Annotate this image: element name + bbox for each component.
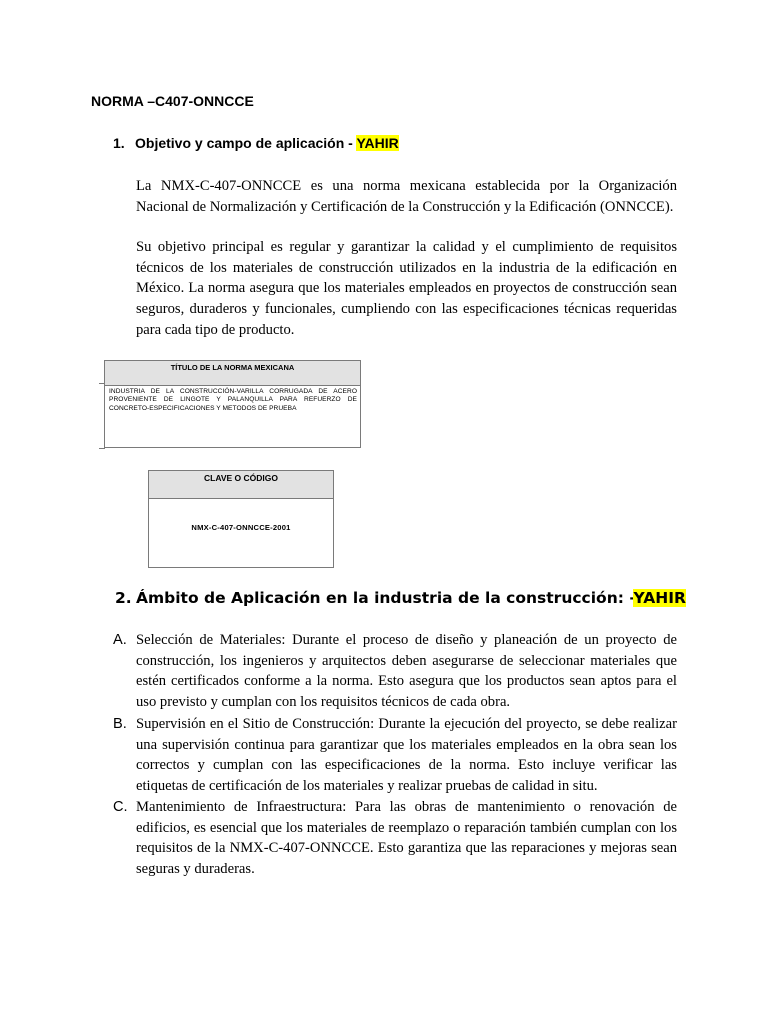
list-item-text: Selección de Materiales: Durante el proceso de diseño y planeación de un proyecto de construcción, los ingenieros y arquitectos deben asegurarse de seleccionar materiales que estén certificados conforme a la norma. Esto asegura que los productos sean aptos para el uso previsto y cumplan con los requisitos técnicos de cada obra. bbox=[136, 632, 677, 711]
section-1-number: 1. bbox=[113, 135, 125, 151]
section-2-heading bbox=[115, 589, 686, 607]
section-2-heading-text: Ámbito de Aplicación en la industria de la construcción: - bbox=[136, 589, 634, 607]
section-2-number: 2. bbox=[115, 589, 132, 607]
list-item bbox=[113, 714, 677, 797]
list-item-text: Mantenimiento de Infraestructura: Para las obras de mantenimiento o renovación de edificios, es esencial que los materiales de reemplazo o reparación también cumplan con los requisitos de la NMX-C-407-ONNCCE. Esto garantiza que las reparaciones y mejoras sean seguras y duraderas. bbox=[136, 799, 677, 878]
norma-code-table-header: CLAVE O CÓDIGO bbox=[149, 471, 333, 499]
norma-title-table-value: INDUSTRIA DE LA CONSTRUCCIÓN-VARILLA CORRUGADA DE ACERO PROVENIENTE DE LINGOTE Y PALANQUILLA PARA REFUERZO DE CONCRETO-ESPECIFICACIONES Y METODOS DE PRUEBA bbox=[109, 388, 357, 412]
norma-code-table bbox=[148, 470, 334, 568]
list-item bbox=[113, 797, 677, 880]
norma-title-table bbox=[104, 360, 361, 448]
section-1-paragraph-1: La NMX-C-407-ONNCCE es una norma mexicana establecida por la Organización Nacional de Normalización y Certificación de la Construcción y la Edificación (ONNCCE). bbox=[136, 178, 677, 215]
table-rule bbox=[99, 448, 105, 449]
section-2-assignee-highlight: YAHIR bbox=[633, 589, 686, 607]
section-1-heading bbox=[113, 135, 399, 151]
section-1-heading-text: Objetivo y campo de aplicación - bbox=[135, 135, 357, 151]
list-item bbox=[113, 630, 677, 713]
section-1-paragraph-2: Su objetivo principal es regular y garantizar la calidad y el cumplimiento de requisitos técnicos de los materiales de construcción utilizados en la industria de la edificación en México. La norma asegura que los materiales empleados en proyectos de construcción sean seguros, duraderos y funcionales, cumpliendo con las especificaciones técnicas requeridas para cada tipo de producto. bbox=[136, 239, 677, 338]
list-item-text: Supervisión en el Sitio de Construcción: Durante la ejecución del proyecto, se debe realizar una supervisión continua para garantizar que los materiales empleados en la obra sean los correctos y cumplan con las especificaciones de la norma. Esto incluye verificar las etiquetas de certificación de los materiales y realizar pruebas de calidad in situ. bbox=[136, 716, 677, 795]
section-1-assignee-highlight: YAHIR bbox=[356, 135, 399, 151]
list-item-marker: B. bbox=[113, 716, 127, 732]
norma-code-table-value: NMX-C-407-ONNCCE-2001 bbox=[191, 523, 291, 532]
norma-title-table-header: TÍTULO DE LA NORMA MEXICANA bbox=[105, 361, 360, 386]
list-item-marker: A. bbox=[113, 632, 127, 648]
list-item-marker: C. bbox=[113, 799, 128, 815]
document-title: NORMA –C407-ONNCCE bbox=[91, 93, 254, 109]
